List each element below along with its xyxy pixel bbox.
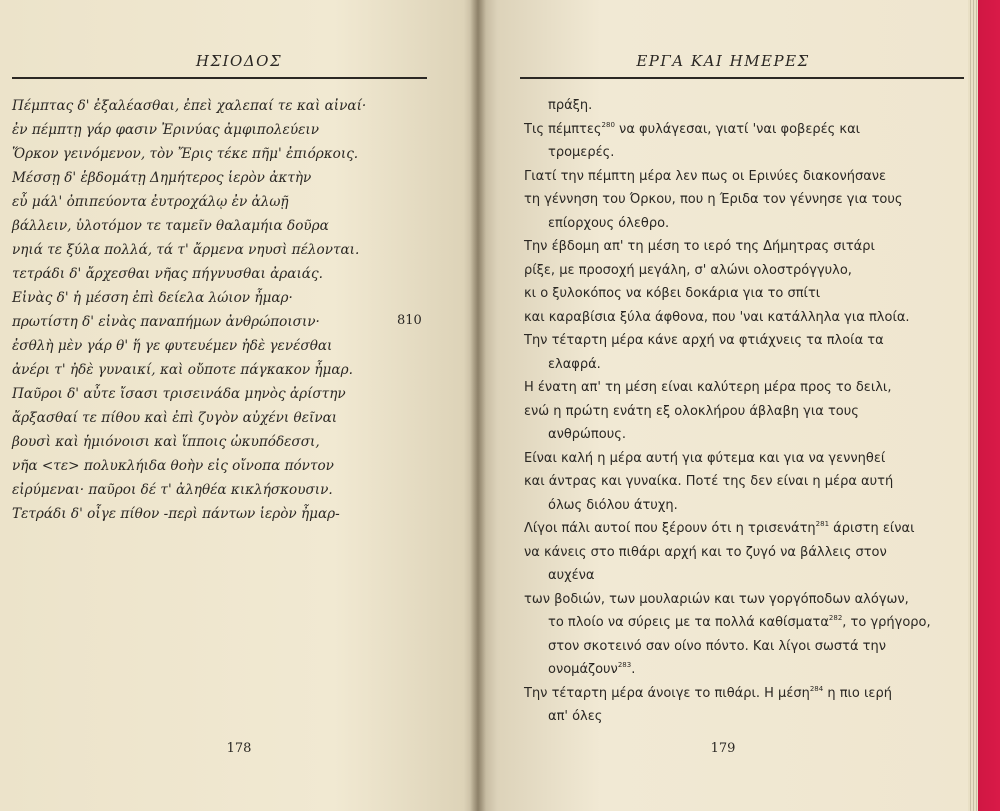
- header-rule-left: [12, 77, 427, 79]
- translation-line: [524, 708, 602, 726]
- translation-line: [524, 285, 820, 303]
- left-page: [0, 0, 478, 811]
- translation-line-text: να φυλάγεσαι, γιατί 'ναι φοβερές και: [614, 121, 861, 137]
- greek-line: βουσὶ καὶ ἡμιόνοισι καὶ ἵπποις ὠκυπόδεσσι,: [12, 434, 320, 450]
- translation-line-text: των βοδιών, των μουλαριών και των γοργόποδων αλόγων,: [524, 591, 909, 607]
- translation-line: [524, 567, 594, 585]
- greek-line: ἐν πέμπτῃ γάρ φασιν Ἐρινύας ἀμφιπολεύειν: [12, 122, 319, 138]
- greek-line: τετράδι δ' ἄρχεσθαι νῆας πήγνυσθαι ἀραιάς.: [12, 266, 323, 282]
- greek-line: ἀνέρι τ' ἠδὲ γυναικί, καὶ οὔποτε πάγκακον ἦμαρ.: [12, 362, 353, 378]
- greek-line: Ὅρκον γεινόμενον, τὸν Ἔρις τέκε πῆμ' ἐπιόρκοις.: [12, 146, 359, 162]
- greek-line: Πέμπτας δ' ἐξαλέασθαι, ἐπεὶ χαλεπαί τε καὶ αἰναί·: [12, 98, 367, 114]
- translation-line-text: ανθρώπους.: [548, 427, 626, 442]
- translation-line: [524, 473, 893, 491]
- verse-line-number: 810: [397, 313, 422, 328]
- translation-line: [524, 591, 909, 609]
- translation-line-text: .: [631, 662, 636, 677]
- translation-line-text: Λίγοι πάλι αυτοί που ξέρουν ότι η τρισενάτη: [524, 521, 816, 536]
- greek-line: εἰρύμεναι· παῦροι δέ τ' ἀληθέα κικλήσκουσιν.: [12, 482, 333, 498]
- translation-line: [524, 426, 626, 444]
- translation-line-text: Γιατί την πέμπτη μέρα λεν πως οι Ερινύες διακονήσανε: [524, 168, 887, 184]
- footnote-marker: 284: [809, 684, 824, 693]
- translation-line-text: όλως διόλου άτυχη.: [548, 497, 678, 513]
- right-page: [478, 0, 968, 811]
- translation-line: [524, 168, 886, 186]
- translation-line-text: επίορχους όλεθρο.: [548, 215, 670, 231]
- running-head-right: ΕΡΓΑ ΚΑΙ ΗΜΕΡΕΣ: [636, 52, 810, 70]
- running-head-left: ΗΣΙΟΔΟΣ: [195, 52, 283, 70]
- translation-line: [524, 191, 903, 209]
- translation-line: [524, 262, 852, 280]
- translation-line-text: Η ένατη απ' τη μέση είναι καλύτερη μέρα προς το δειλι,: [524, 380, 892, 395]
- translation-line: [524, 685, 892, 703]
- greek-line: βάλλειν, ὑλοτόμον τε ταμεῖν θαλαμήια δοῦρα: [12, 218, 329, 234]
- page-edges: [968, 0, 978, 811]
- translation-line-text: Την τέταρτη μέρα κάνε αρχή να φτιάχνεις τα πλοία τα: [524, 333, 884, 348]
- translation-line-text: στον σκοτεινό σαν οίνο πόντο. Και λίγοι σωστά την: [548, 638, 886, 654]
- translation-line-text: και άντρας και γυναίκα. Ποτέ της δεν είναι η μέρα αυτή: [524, 474, 894, 489]
- translation-line-text: ελαφρά.: [548, 356, 601, 372]
- greek-line: ἄρξασθαί τε πίθου καὶ ἐπὶ ζυγὸν αὐχένι θεῖναι: [12, 410, 338, 426]
- translation-line: [524, 144, 614, 162]
- header-rule-right: [520, 77, 964, 79]
- translation-line-text: Είναι καλή η μέρα αυτή για φύτεμα και για να γεννηθεί: [524, 450, 886, 466]
- footnote-marker: 282: [828, 614, 843, 622]
- translation-line-text: ενώ η πρώτη ενάτη εξ ολοκλήρου άβλαβη για τους: [524, 403, 859, 419]
- greek-line: Εἰνὰς δ' ἡ μέσση ἐπὶ δείελα λώιον ἦμαρ·: [12, 290, 293, 306]
- translation-line-text: τη γέννηση του Όρκου, που η Έριδα τον γέννησε για τους: [524, 192, 903, 207]
- footnote-marker: 280: [601, 120, 615, 129]
- translation-line: [524, 332, 884, 350]
- translation-line: [524, 215, 669, 233]
- translation-line-text: Την τέταρτη μέρα άνοιγε το πιθάρι. Η μέση: [524, 685, 810, 701]
- translation-line-text: τρομερές.: [548, 145, 615, 160]
- translation-line-text: και καραβίσια ξύλα άφθονα, που 'ναι κατάλληλα για πλοία.: [524, 309, 910, 325]
- translation-line-text: άριστη είναι: [829, 521, 915, 536]
- translation-line: [524, 356, 601, 374]
- translation-line: [524, 520, 914, 538]
- translation-line-text: κι ο ξυλοκόπος να κόβει δοκάρια για το σπίτι: [524, 286, 821, 301]
- translation-line-text: Την έβδομη απ' τη μέση το ιερό της Δήμητρας σιτάρι: [524, 239, 875, 254]
- translation-line: [524, 661, 635, 679]
- translation-line: [524, 238, 875, 256]
- translation-line-text: η πιο ιερή: [823, 685, 892, 701]
- footnote-marker: 283: [617, 661, 632, 669]
- translation-line: [524, 638, 886, 656]
- greek-line: Μέσσῃ δ' ἑβδομάτῃ Δημήτερος ἱερὸν ἀκτὴν: [12, 170, 312, 186]
- translation-line-text: ονομάζουν: [548, 662, 618, 677]
- page-number-right: 179: [710, 741, 736, 756]
- translation-line: [524, 309, 910, 327]
- translation-line-text: πράξη.: [548, 98, 593, 113]
- translation-line: [524, 450, 885, 468]
- greek-line: εὖ μάλ' ὀπιπεύοντα ἐυτροχάλῳ ἐν ἀλωῇ: [12, 194, 289, 210]
- translation-line: [524, 403, 859, 421]
- translation-line-text: απ' όλες: [548, 709, 603, 724]
- translation-line: [524, 97, 592, 115]
- translation-line-text: ρίξε, με προσοχή μεγάλη, σ' αλώνι ολοστρόγγυλο,: [524, 262, 852, 278]
- page-number-left: 178: [226, 741, 252, 756]
- greek-line: Τετράδι δ' οἶγε πίθον -περὶ πάντων ἱερὸν ἦμαρ-: [12, 506, 340, 522]
- greek-line: νῆα <τε> πολυκλήιδα θοὴν εἰς οἴνοπα πόντον: [12, 458, 334, 474]
- translation-line: [524, 379, 891, 397]
- translation-line: [524, 121, 860, 139]
- translation-line-text: το πλοίο να σύρεις με τα πολλά καθίσματα: [548, 615, 829, 630]
- translation-line: [524, 614, 931, 632]
- translation-line-text: να κάνεις στο πιθάρι αρχή και το ζυγό να βάλλεις στον: [524, 544, 887, 560]
- translation-line: [524, 544, 887, 562]
- greek-line: νηιά τε ξύλα πολλά, τά τ' ἄρμενα νηυσὶ πέλονται.: [12, 242, 360, 258]
- greek-line: πρωτίστη δ' εἰνὰς παναπήμων ἀνθρώποισιν·: [12, 314, 320, 330]
- greek-line: ἐσθλὴ μὲν γάρ θ' ἥ γε φυτευέμεν ἠδὲ γενέσθαι: [12, 338, 333, 354]
- translation-line-text: , το γρήγορο,: [842, 615, 931, 630]
- translation-line-text: Τις πέμπτες: [524, 121, 602, 137]
- greek-line: Παῦροι δ' αὖτε ἴσασι τρισεινάδα μηνὸς ἀρίστην: [12, 386, 346, 402]
- footnote-marker: 281: [815, 520, 830, 528]
- book-gutter: [470, 0, 486, 811]
- translation-line: [524, 497, 678, 515]
- translation-line-text: αυχένα: [548, 568, 595, 583]
